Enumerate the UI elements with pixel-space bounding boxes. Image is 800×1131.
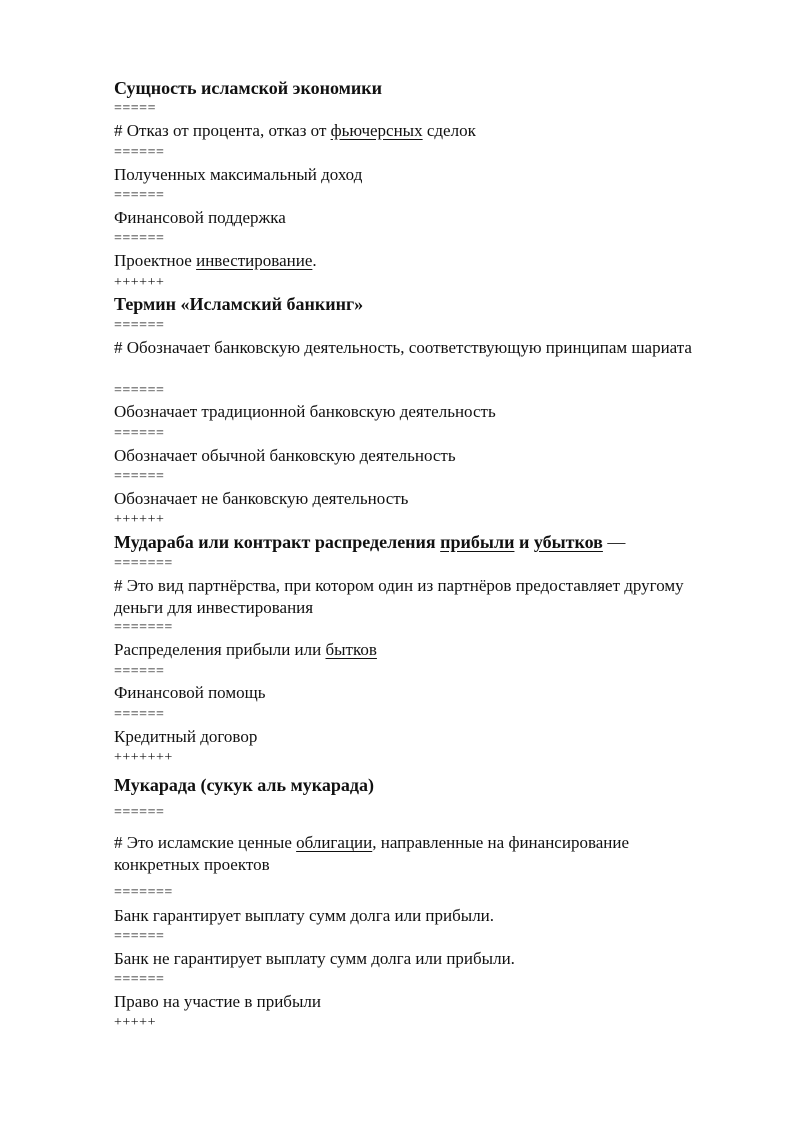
separator: ====== bbox=[114, 383, 165, 398]
answer-4-4: Право на участие в прибыли bbox=[114, 992, 321, 1011]
hyperlink[interactable]: фьючерсных bbox=[330, 121, 423, 140]
separator: ====== bbox=[114, 929, 165, 944]
end-marker: +++++++ bbox=[114, 750, 173, 765]
answer-2-2: Обозначает традиционной банковскую деятельность bbox=[114, 402, 496, 421]
separator: ======= bbox=[114, 885, 173, 900]
separator: ======= bbox=[114, 556, 173, 571]
answer-3-1: # Это вид партнёрства, при котором один из партнёров предоставляет другому деньги для инвестирования bbox=[114, 576, 684, 617]
answer-2-1: # Обозначает банковскую деятельность, соответствующую принципам шариата bbox=[114, 338, 692, 357]
separator: ====== bbox=[114, 145, 165, 160]
separator: ====== bbox=[114, 188, 165, 203]
hyperlink[interactable]: бытков bbox=[325, 640, 377, 659]
answer-1-1: # Отказ от процента, отказ от фьючерсных сделок bbox=[114, 121, 476, 140]
separator: ====== bbox=[114, 231, 165, 246]
hyperlink[interactable]: убытков bbox=[533, 532, 603, 552]
question-2-title: Термин «Исламский банкинг» bbox=[114, 294, 364, 314]
answer-3-3: Финансовой помощь bbox=[114, 683, 266, 702]
answer-3-4: Кредитный договор bbox=[114, 727, 258, 746]
end-marker: ++++++ bbox=[114, 512, 165, 527]
answer-1-3: Финансовой поддержка bbox=[114, 208, 286, 227]
separator: ====== bbox=[114, 972, 165, 987]
answer-1-2: Полученных максимальный доход bbox=[114, 165, 363, 184]
separator: ====== bbox=[114, 469, 165, 484]
answer-4-3: Банк не гарантирует выплату сумм долга или прибыли. bbox=[114, 949, 515, 968]
end-marker: +++++ bbox=[114, 1015, 156, 1030]
hyperlink[interactable]: прибыли bbox=[440, 532, 515, 552]
answer-3-2: Распределения прибыли или бытков bbox=[114, 640, 377, 659]
separator: ====== bbox=[114, 318, 165, 333]
answer-2-3: Обозначает обычной банковскую деятельность bbox=[114, 446, 456, 465]
question-1-title: Сущность исламской экономики bbox=[114, 78, 382, 98]
question-4-title: Мукарада (сукук аль мукарада) bbox=[114, 775, 374, 795]
answer-1-4: Проектное инвестирование. bbox=[114, 251, 317, 270]
hyperlink[interactable]: облигации bbox=[296, 833, 373, 852]
answer-2-4: Обозначает не банковскую деятельность bbox=[114, 489, 409, 508]
separator: ======= bbox=[114, 620, 173, 635]
hyperlink[interactable]: инвестирование bbox=[196, 251, 313, 270]
answer-4-2: Банк гарантирует выплату сумм долга или прибыли. bbox=[114, 906, 495, 925]
question-3-title: Мудараба или контракт распределения прибыли и убытков — bbox=[114, 532, 626, 552]
separator: ====== bbox=[114, 707, 165, 722]
separator: ====== bbox=[114, 426, 165, 441]
end-marker: ++++++ bbox=[114, 275, 165, 290]
separator: ===== bbox=[114, 101, 156, 116]
answer-4-1: # Это исламские ценные облигации, направленные на финансирование конкретных проектов bbox=[114, 833, 630, 874]
separator: ====== bbox=[114, 805, 165, 820]
separator: ====== bbox=[114, 664, 165, 679]
